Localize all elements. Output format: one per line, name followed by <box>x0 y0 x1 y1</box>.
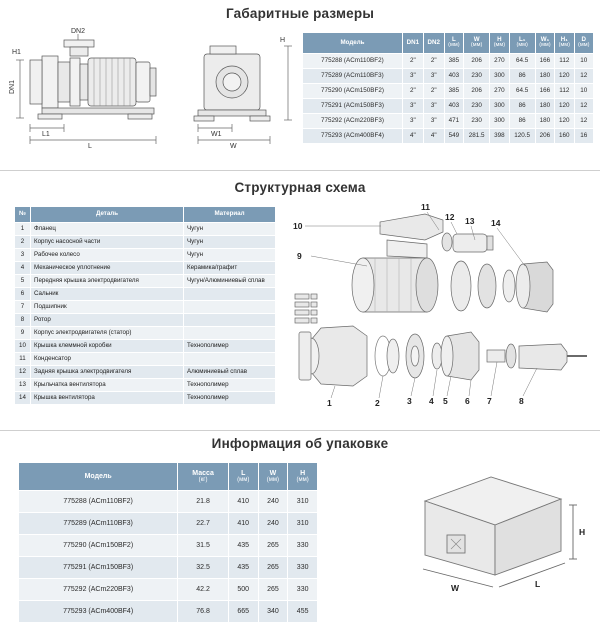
dimensions-header-3: L (мм) <box>444 33 463 54</box>
callout-11: 11 <box>421 202 430 212</box>
table-row <box>19 513 318 535</box>
cell-part: Ротор <box>31 314 184 327</box>
cell-value: 300 <box>490 114 509 129</box>
cell-value: 180 <box>535 69 554 84</box>
packaging-header-2: L (мм) <box>228 463 258 491</box>
cell-value: 2" <box>423 84 444 99</box>
cell-number: 9 <box>15 327 31 340</box>
cell-number: 7 <box>15 301 31 314</box>
cell-part: Механическое уплотнение <box>31 262 184 275</box>
cell-value: 86 <box>509 99 535 114</box>
cell-part: Крышка клеммной коробки <box>31 340 184 353</box>
dimensions-header-2: DN2 <box>423 33 444 54</box>
cell-model: 775292 (ACm220BF3) <box>19 579 178 601</box>
table-row <box>303 114 594 129</box>
cell-part: Передняя крышка электродвигателя <box>31 275 184 288</box>
dimensions-header-5: H (мм) <box>490 33 509 54</box>
cell-value: 2" <box>423 54 444 69</box>
table-row <box>303 69 594 84</box>
table-row <box>15 340 276 353</box>
table-header-row <box>19 463 318 491</box>
cell-material: Технополимер <box>184 379 276 392</box>
cell-value: 385 <box>444 84 463 99</box>
cell-value: 500 <box>228 579 258 601</box>
cell-value: 120 <box>555 69 574 84</box>
cell-part: Крыльчатка вентилятора <box>31 379 184 392</box>
cell-value: 3" <box>402 99 423 114</box>
table-row <box>19 579 318 601</box>
cell-value: 3" <box>423 99 444 114</box>
packaging-section <box>0 430 600 615</box>
cell-value: 3" <box>402 114 423 129</box>
cell-value: 21.8 <box>178 491 229 513</box>
callout-9: 9 <box>297 251 302 261</box>
cell-value: 270 <box>490 54 509 69</box>
cell-value: 180 <box>535 114 554 129</box>
cell-value: 206 <box>464 54 490 69</box>
drawing-label-dn2: DN2 <box>71 28 86 35</box>
cell-material <box>184 327 276 340</box>
cell-part: Рабочее колесо <box>31 249 184 262</box>
table-row <box>15 366 276 379</box>
cell-model: 775292 (ACm220BF3) <box>303 114 403 129</box>
cell-value: 230 <box>464 114 490 129</box>
cell-value: 330 <box>288 557 318 579</box>
cell-value: 435 <box>228 535 258 557</box>
cell-model: 775288 (ACm110BF2) <box>19 491 178 513</box>
cell-value: 120 <box>555 114 574 129</box>
cell-material: Чугун <box>184 249 276 262</box>
cell-number: 1 <box>15 223 31 236</box>
cell-value: 12 <box>574 69 594 84</box>
cell-value: 2" <box>402 54 423 69</box>
table-row <box>15 327 276 340</box>
cell-value: 240 <box>258 491 288 513</box>
structure-section <box>0 170 600 430</box>
cell-value: 330 <box>288 535 318 557</box>
packaging-header-0: Модель <box>19 463 178 491</box>
cell-value: 31.5 <box>178 535 229 557</box>
cell-material <box>184 288 276 301</box>
package-box-drawing <box>395 465 595 595</box>
callout-1: 1 <box>327 398 332 408</box>
callout-6: 6 <box>465 396 470 406</box>
cell-value: 310 <box>288 513 318 535</box>
cell-value: 64.5 <box>509 54 535 69</box>
callout-12: 12 <box>445 212 455 222</box>
cell-value: 455 <box>288 601 318 623</box>
table-row <box>19 557 318 579</box>
table-row <box>15 223 276 236</box>
dimensions-table <box>302 32 594 144</box>
table-header-row <box>303 33 594 54</box>
cell-number: 3 <box>15 249 31 262</box>
callout-4: 4 <box>429 396 434 406</box>
cell-value: 310 <box>288 491 318 513</box>
dimensions-header-9: D (мм) <box>574 33 594 54</box>
cell-value: 435 <box>228 557 258 579</box>
cell-material: Чугун <box>184 236 276 249</box>
cell-number: 6 <box>15 288 31 301</box>
cell-value: 3" <box>423 114 444 129</box>
table-row <box>303 99 594 114</box>
cell-value: 240 <box>258 513 288 535</box>
dimensions-section <box>0 0 600 170</box>
cell-value: 42.2 <box>178 579 229 601</box>
cell-model: 775291 (ACm150BF3) <box>19 557 178 579</box>
cell-value: 300 <box>490 99 509 114</box>
cell-number: 13 <box>15 379 31 392</box>
cell-model: 775290 (ACm150BF2) <box>19 535 178 557</box>
dimensions-header-1: DN1 <box>402 33 423 54</box>
callout-10: 10 <box>293 221 303 231</box>
packaging-table <box>18 462 318 623</box>
cell-model: 775293 (ACm400BF4) <box>303 129 403 144</box>
drawing-label-h: H <box>280 37 286 44</box>
box-label-w: W <box>451 583 460 593</box>
cell-value: 206 <box>464 84 490 99</box>
cell-value: 340 <box>258 601 288 623</box>
cell-value: 112 <box>555 84 574 99</box>
drawing-label-h1: H1 <box>12 49 21 56</box>
packaging-header-1: Масса (кг) <box>178 463 229 491</box>
callout-13: 13 <box>465 216 475 226</box>
cell-material: Чугун/Алюминиевый сплав <box>184 275 276 288</box>
dimensions-table-body <box>303 54 594 144</box>
cell-value: 4" <box>402 129 423 144</box>
table-row <box>19 601 318 623</box>
cell-value: 230 <box>464 69 490 84</box>
cell-value: 10 <box>574 54 594 69</box>
packaging-header-3: W (мм) <box>258 463 288 491</box>
cell-value: 160 <box>555 129 574 144</box>
dimensions-header-7: W₁ (мм) <box>535 33 554 54</box>
cell-part: Корпус электродвигателя (статор) <box>31 327 184 340</box>
cell-material <box>184 301 276 314</box>
cell-number: 14 <box>15 392 31 405</box>
drawing-label-w: W <box>230 143 237 150</box>
parts-header-1: Деталь <box>31 207 184 223</box>
table-row <box>19 491 318 513</box>
cell-value: 403 <box>444 99 463 114</box>
cell-value: 10 <box>574 84 594 99</box>
cell-model: 775289 (ACm110BF3) <box>19 513 178 535</box>
table-row <box>15 314 276 327</box>
drawing-label-dn1: DN1 <box>9 79 16 94</box>
cell-model: 775293 (ACm400BF4) <box>19 601 178 623</box>
cell-material: Технополимер <box>184 340 276 353</box>
cell-value: 2" <box>402 84 423 99</box>
cell-value: 166 <box>535 54 554 69</box>
table-row <box>15 353 276 366</box>
cell-material: Алюминиевый сплав <box>184 366 276 379</box>
cell-value: 403 <box>444 69 463 84</box>
cell-material: Керамика/графит <box>184 262 276 275</box>
cell-part: Сальник <box>31 288 184 301</box>
cell-number: 4 <box>15 262 31 275</box>
cell-part: Задняя крышка электродвигателя <box>31 366 184 379</box>
cell-model: 775288 (ACm110BF2) <box>303 54 403 69</box>
cell-value: 120 <box>555 99 574 114</box>
cell-material: Чугун <box>184 223 276 236</box>
cell-value: 12 <box>574 114 594 129</box>
callout-8: 8 <box>519 396 524 406</box>
cell-value: 22.7 <box>178 513 229 535</box>
table-row <box>19 535 318 557</box>
cell-value: 64.5 <box>509 84 535 99</box>
packaging-header-4: H (мм) <box>288 463 318 491</box>
parts-header-2: Материал <box>184 207 276 223</box>
cell-model: 775291 (ACm150BF3) <box>303 99 403 114</box>
cell-value: 300 <box>490 69 509 84</box>
cell-value: 32.5 <box>178 557 229 579</box>
drawing-label-w1: W1 <box>211 131 222 138</box>
cell-value: 330 <box>288 579 318 601</box>
parts-table-body <box>15 223 276 405</box>
cell-value: 180 <box>535 99 554 114</box>
cell-material: Технополимер <box>184 392 276 405</box>
cell-value: 281.5 <box>464 129 490 144</box>
cell-value: 4" <box>423 129 444 144</box>
page-title-dimensions: Габаритные размеры <box>225 6 375 21</box>
table-row <box>15 236 276 249</box>
cell-part: Корпус насосной части <box>31 236 184 249</box>
cell-value: 265 <box>258 579 288 601</box>
cell-value: 12 <box>574 99 594 114</box>
callout-2: 2 <box>375 398 380 408</box>
parts-header-0: № <box>15 207 31 223</box>
cell-number: 8 <box>15 314 31 327</box>
table-row <box>15 379 276 392</box>
cell-value: 265 <box>258 535 288 557</box>
cell-value: 270 <box>490 84 509 99</box>
table-row <box>15 275 276 288</box>
cell-value: 120.5 <box>509 129 535 144</box>
table-row <box>15 392 276 405</box>
table-row <box>15 262 276 275</box>
callout-7: 7 <box>487 396 492 406</box>
dimensions-header-0: Модель <box>303 33 403 54</box>
cell-part: Крышка вентилятора <box>31 392 184 405</box>
table-row <box>303 84 594 99</box>
cell-value: 112 <box>555 54 574 69</box>
dimensions-header-8: H₁ (мм) <box>555 33 574 54</box>
cell-number: 11 <box>15 353 31 366</box>
pump-dimension-drawing <box>8 28 298 156</box>
cell-model: 775290 (ACm150BF2) <box>303 84 403 99</box>
table-row <box>303 54 594 69</box>
dimensions-header-6: L₁ (мм) <box>509 33 535 54</box>
exploded-assembly-drawing <box>275 200 597 415</box>
cell-value: 86 <box>509 69 535 84</box>
cell-part: Конденсатор <box>31 353 184 366</box>
table-row <box>15 288 276 301</box>
table-row <box>15 301 276 314</box>
callout-3: 3 <box>407 396 412 406</box>
parts-materials-table <box>14 206 276 405</box>
cell-value: 76.8 <box>178 601 229 623</box>
cell-material <box>184 353 276 366</box>
dimensions-header-4: W (мм) <box>464 33 490 54</box>
cell-value: 665 <box>228 601 258 623</box>
cell-value: 549 <box>444 129 463 144</box>
cell-value: 3" <box>423 69 444 84</box>
table-header-row <box>15 207 276 223</box>
cell-value: 166 <box>535 84 554 99</box>
cell-value: 410 <box>228 491 258 513</box>
cell-value: 206 <box>535 129 554 144</box>
cell-material <box>184 314 276 327</box>
cell-value: 398 <box>490 129 509 144</box>
drawing-label-l1: L1 <box>42 131 50 138</box>
cell-number: 2 <box>15 236 31 249</box>
page-title-structure: Структурная схема <box>234 180 366 195</box>
packaging-table-body <box>19 491 318 623</box>
cell-value: 410 <box>228 513 258 535</box>
cell-model: 775289 (ACm110BF3) <box>303 69 403 84</box>
cell-value: 471 <box>444 114 463 129</box>
cell-part: Фланец <box>31 223 184 236</box>
table-row <box>15 249 276 262</box>
cell-number: 10 <box>15 340 31 353</box>
page-title-packaging: Информация об упаковке <box>211 436 389 451</box>
callout-5: 5 <box>443 396 448 406</box>
callout-14: 14 <box>491 218 501 228</box>
cell-value: 230 <box>464 99 490 114</box>
cell-value: 16 <box>574 129 594 144</box>
box-label-h: H <box>579 527 586 537</box>
cell-value: 3" <box>402 69 423 84</box>
box-label-l: L <box>535 579 541 589</box>
cell-value: 385 <box>444 54 463 69</box>
cell-value: 86 <box>509 114 535 129</box>
table-row <box>303 129 594 144</box>
cell-number: 12 <box>15 366 31 379</box>
cell-part: Подшипник <box>31 301 184 314</box>
drawing-label-l: L <box>88 143 92 150</box>
cell-number: 5 <box>15 275 31 288</box>
cell-value: 265 <box>258 557 288 579</box>
